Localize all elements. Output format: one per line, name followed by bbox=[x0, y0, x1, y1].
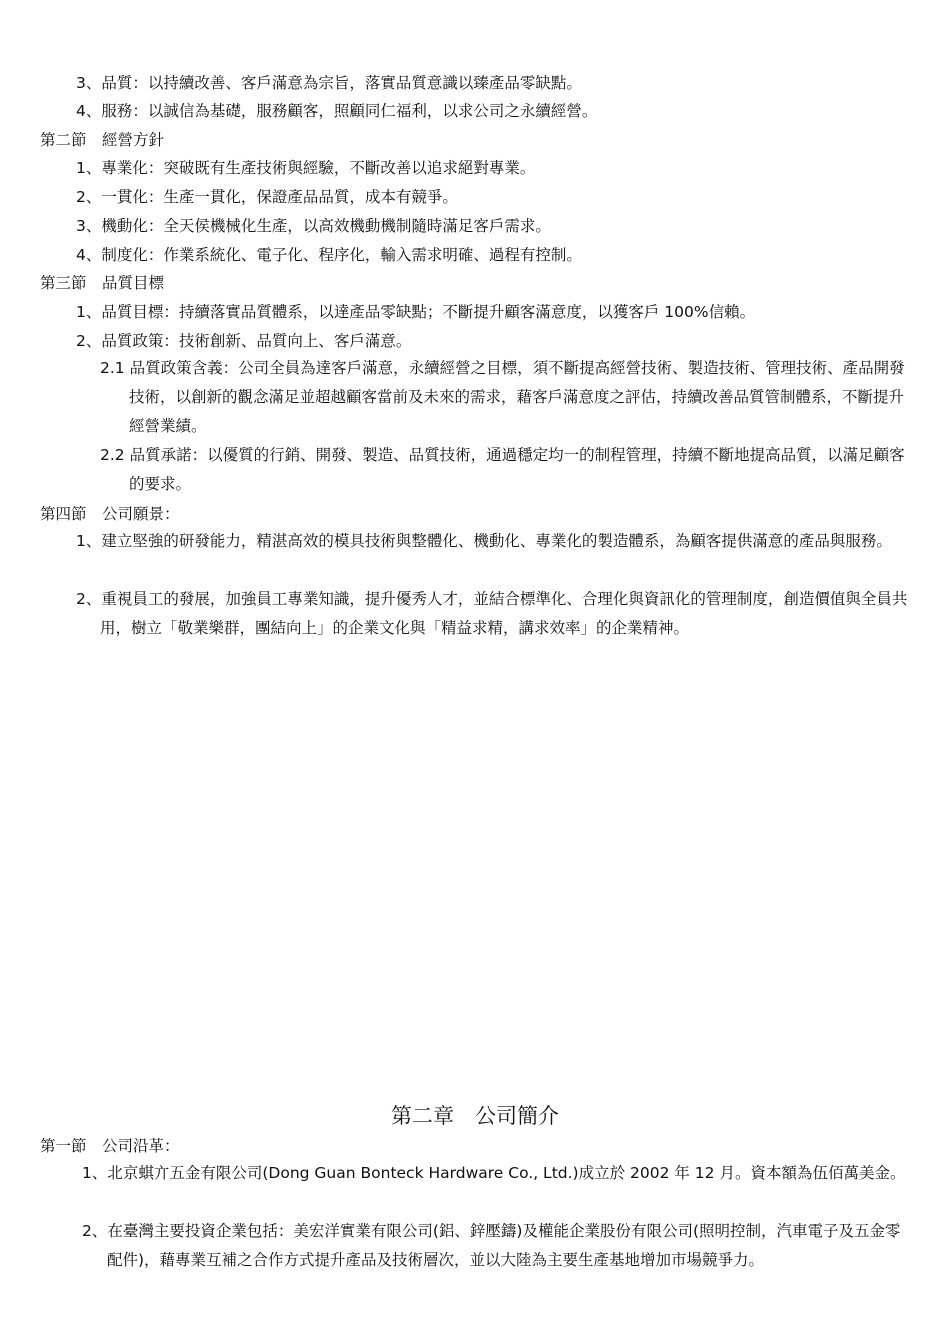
history-item-2-text: 2、在臺灣主要投資企業包括：美宏洋實業有限公司(鋁、鋅壓鑄)及權能企業股份有限公司(照明控制，汽車電子及五金零配件)，藉專業互補之合作方式提升產品及技術層次，並以大陸為主要生產基地增加市場競爭力。 bbox=[82, 1222, 901, 1269]
section-3-heading: 第三節 品質目標 bbox=[40, 274, 165, 292]
quality-commitment-text: 2.2 品質承諾：以優質的行銷、開發、製造、品質技術，通過穩定均一的制程管理，持續不斷地提高品質，以滿足顧客的要求。 bbox=[100, 446, 905, 493]
policy-item-4: 4、制度化：作業系統化、電子化、程序化，輸入需求明確、過程有控制。 bbox=[76, 246, 582, 264]
section-4-heading: 第四節 公司願景： bbox=[40, 505, 180, 523]
chapter-2-title: 第二章 公司簡介 bbox=[391, 1104, 559, 1128]
section-2-heading: 第二節 經營方針 bbox=[40, 131, 165, 149]
vision-item-2-text: 2、重視員工的發展，加強員工專業知識，提升優秀人才，並結合標準化、合理化與資訊化的管理制度，創造價值與全員共用，樹立「敬業樂群，團結向上」的企業文化與「精益求精，講求效率」的企業精神。 bbox=[76, 590, 908, 637]
vision-item-1-text: 1、建立堅強的研發能力，精湛高效的模具技術與整體化、機動化、專業化的製造體系，為顧客提供滿意的產品與服務。 bbox=[76, 532, 892, 550]
service-item-4: 4、服務：以誠信為基礎，服務顧客，照顧同仁福利，以求公司之永續經營。 bbox=[76, 102, 598, 120]
policy-item-3: 3、機動化：全天侯機械化生產，以高效機動機制隨時滿足客戶需求。 bbox=[76, 217, 551, 235]
chapter-2-section-1-heading: 第一節 公司沿革： bbox=[40, 1137, 180, 1155]
quality-commitment bbox=[100, 441, 912, 499]
policy-item-2: 2、一貫化：生產一貫化，保證產品品質，成本有競爭。 bbox=[76, 188, 458, 206]
history-item-1 bbox=[82, 1159, 912, 1188]
history-item-2 bbox=[82, 1217, 912, 1275]
policy-item-1: 1、專業化：突破既有生產技術與經驗，不斷改善以追求絕對專業。 bbox=[76, 159, 536, 177]
quality-goal-item-1: 1、品質目標：持續落實品質體系，以達產品零缺點；不斷提升顧客滿意度，以獲客戶 100%信賴。 bbox=[76, 303, 756, 321]
quality-policy-meaning-text: 2.1 品質政策含義：公司全員為達客戶滿意，永續經營之目標，須不斷提高經營技術、製造技術、管理技術、產品開發技術，以創新的觀念滿足並超越顧客當前及未來的需求，藉客戶滿意度之評估，持續改善品質管制體系，不斷提升經營業績。 bbox=[100, 359, 905, 435]
history-item-1-text: 1、北京蜞亣五金有限公司(Dong Guan Bonteck Hardware Co., Ltd.)成立於 2002 年 12 月。資本額為伍佰萬美金。 bbox=[82, 1164, 906, 1182]
quality-goal-item-2: 2、品質政策：技術創新、品質向上、客戶滿意。 bbox=[76, 332, 412, 350]
vision-item-2 bbox=[76, 585, 912, 643]
quality-policy-meaning bbox=[71, 354, 912, 441]
quality-item-3: 3、品質：以持續改善、客戶滿意為宗旨，落實品質意識以臻產品零缺點。 bbox=[76, 74, 582, 92]
vision-item-1 bbox=[76, 527, 912, 556]
